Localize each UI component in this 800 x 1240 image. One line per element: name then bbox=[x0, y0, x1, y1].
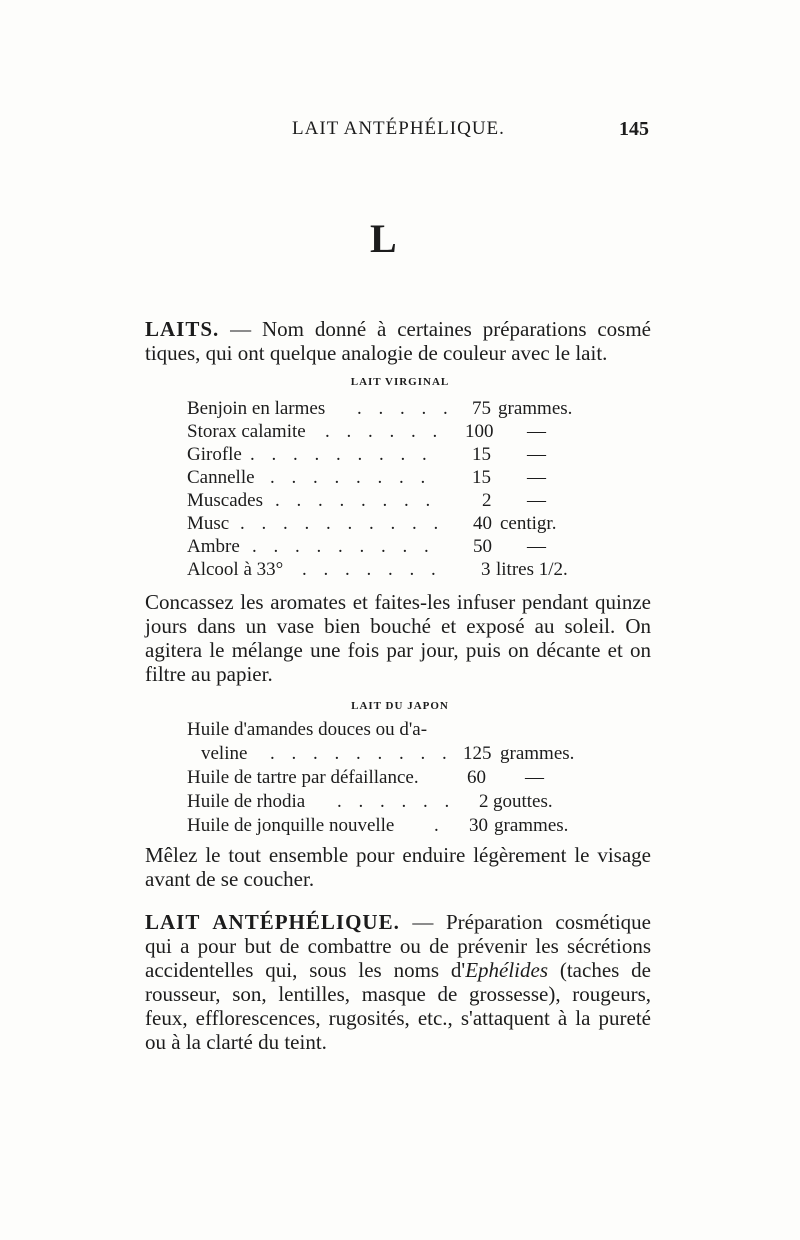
lait-virginal-title: LAIT VIRGINAL bbox=[350, 376, 450, 388]
page-number: 145 bbox=[619, 118, 649, 140]
ingredient-unit: centigr. bbox=[500, 513, 557, 534]
ingredient-quantity: 15 bbox=[472, 467, 491, 488]
ingredient-quantity: 50 bbox=[473, 536, 492, 557]
leader-dots: . . . . . . . . . bbox=[270, 743, 453, 764]
lait-antephelique-text-after: (taches de rousseur, son, lentilles, masque de grossesse), rougeurs, feux, efflorescences, rugosités, etc., s'attaquent à la pureté ou à la clarté du teint. bbox=[145, 958, 651, 1054]
ingredient-unit: gouttes. bbox=[493, 791, 553, 812]
recipe-row bbox=[0, 490, 800, 512]
ingredient-name: Ambre bbox=[187, 536, 240, 557]
ingredient-unit: — bbox=[527, 444, 546, 465]
ingredient-quantity: 3 bbox=[481, 559, 491, 580]
ingredient-unit: grammes. bbox=[494, 815, 569, 836]
ingredient-name: Musc bbox=[187, 513, 230, 534]
recipe-row bbox=[0, 767, 800, 789]
recipe-row bbox=[0, 467, 800, 489]
ingredient-name: Huile de rhodia bbox=[187, 791, 306, 812]
ingredient-name: Girofle bbox=[187, 444, 242, 465]
ingredient-name: Storax calamite bbox=[187, 421, 306, 442]
lait-virginal-instructions: Concassez les aromates et faites-les infuser pendant quinze jours dans un vase bien bouché et exposé au soleil. On agitera le mélange une fois par jour, puis on décante et on filtre au papier. bbox=[145, 590, 651, 686]
lait-antephelique-entry bbox=[145, 910, 651, 1054]
recipe-row bbox=[0, 815, 800, 837]
ingredient-name: Benjoin en larmes bbox=[187, 398, 326, 419]
ingredient-name: Alcool à 33° bbox=[187, 559, 284, 580]
ingredient-name: Huile d'amandes douces ou d'a- bbox=[187, 719, 428, 740]
leader-dots: . . . . . . bbox=[337, 791, 456, 812]
recipe-row bbox=[0, 421, 800, 443]
ingredient-quantity: 30 bbox=[469, 815, 488, 836]
ingredient-quantity: 2 bbox=[479, 791, 489, 812]
ingredient-quantity: 15 bbox=[472, 444, 491, 465]
ingredient-unit: — bbox=[527, 421, 546, 442]
lait-du-japon-instructions: Mêlez le tout ensemble pour enduire légèrement le visage avant de se coucher. bbox=[145, 843, 651, 891]
ingredient-quantity: 2 bbox=[482, 490, 492, 511]
ingredient-name: Muscades bbox=[187, 490, 263, 511]
leader-dots: . . . . . . . . . bbox=[252, 536, 435, 557]
ingredient-quantity: 125 bbox=[463, 743, 492, 764]
ingredient-name: Cannelle bbox=[187, 467, 255, 488]
ingredient-quantity: 75 bbox=[472, 398, 491, 419]
ingredient-unit: — bbox=[527, 536, 546, 557]
lait-antephelique-text-before: — Préparation cosmétique qui a pour but de combattre ou de prévenir les sécrétions accidentelles qui, sous les noms d' bbox=[145, 910, 652, 982]
ephelides-term: Ephélides bbox=[465, 958, 549, 982]
recipe-row bbox=[0, 791, 800, 813]
ingredient-unit: — bbox=[527, 490, 546, 511]
leader-dots: . . . . . . . . bbox=[270, 467, 432, 488]
recipe-row bbox=[0, 513, 800, 535]
recipe-row bbox=[0, 743, 800, 765]
laits-entry bbox=[145, 317, 651, 365]
recipe-row bbox=[0, 536, 800, 558]
ingredient-unit: grammes. bbox=[500, 743, 575, 764]
leader-dots: . . . . . . bbox=[325, 421, 444, 442]
ingredient-unit: litres 1/2. bbox=[496, 559, 568, 580]
ingredient-name: Huile de jonquille nouvelle bbox=[187, 815, 395, 836]
ingredient-unit: — bbox=[527, 467, 546, 488]
lait-antephelique-head: LAIT ANTÉPHÉLIQUE. bbox=[145, 910, 400, 934]
laits-entry-text: — Nom donné à certaines préparations cosmé tiques, qui ont quelque analogie de couleur avec le lait. bbox=[145, 317, 651, 365]
ingredient-unit: — bbox=[525, 767, 544, 788]
ingredient-quantity: 60 bbox=[467, 767, 486, 788]
recipe-row bbox=[0, 398, 800, 420]
section-letter: L bbox=[370, 216, 397, 261]
ingredient-quantity: 40 bbox=[473, 513, 492, 534]
ingredient-quantity: 100 bbox=[465, 421, 494, 442]
recipe-row bbox=[0, 444, 800, 466]
lait-du-japon-title: LAIT DU JAPON bbox=[351, 700, 449, 712]
leader-dots: . . . . . . . bbox=[302, 559, 442, 580]
ingredient-name: veline bbox=[201, 743, 248, 764]
ingredient-name: Huile de tartre par défaillance. bbox=[187, 767, 419, 788]
leader-dots: . . . . . . . . . . bbox=[240, 513, 445, 534]
recipe-row bbox=[0, 559, 800, 581]
leader-dots: . bbox=[434, 815, 445, 836]
ingredient-unit: grammes. bbox=[498, 398, 573, 419]
leader-dots: . . . . . . . . . bbox=[250, 444, 433, 465]
recipe-row bbox=[0, 719, 800, 741]
laits-entry-head: LAITS. bbox=[145, 317, 220, 341]
running-title: LAIT ANTÉPHÉLIQUE. bbox=[292, 118, 505, 139]
leader-dots: . . . . . . . . bbox=[275, 490, 437, 511]
running-head bbox=[0, 118, 800, 148]
leader-dots: . . . . . bbox=[357, 398, 454, 419]
